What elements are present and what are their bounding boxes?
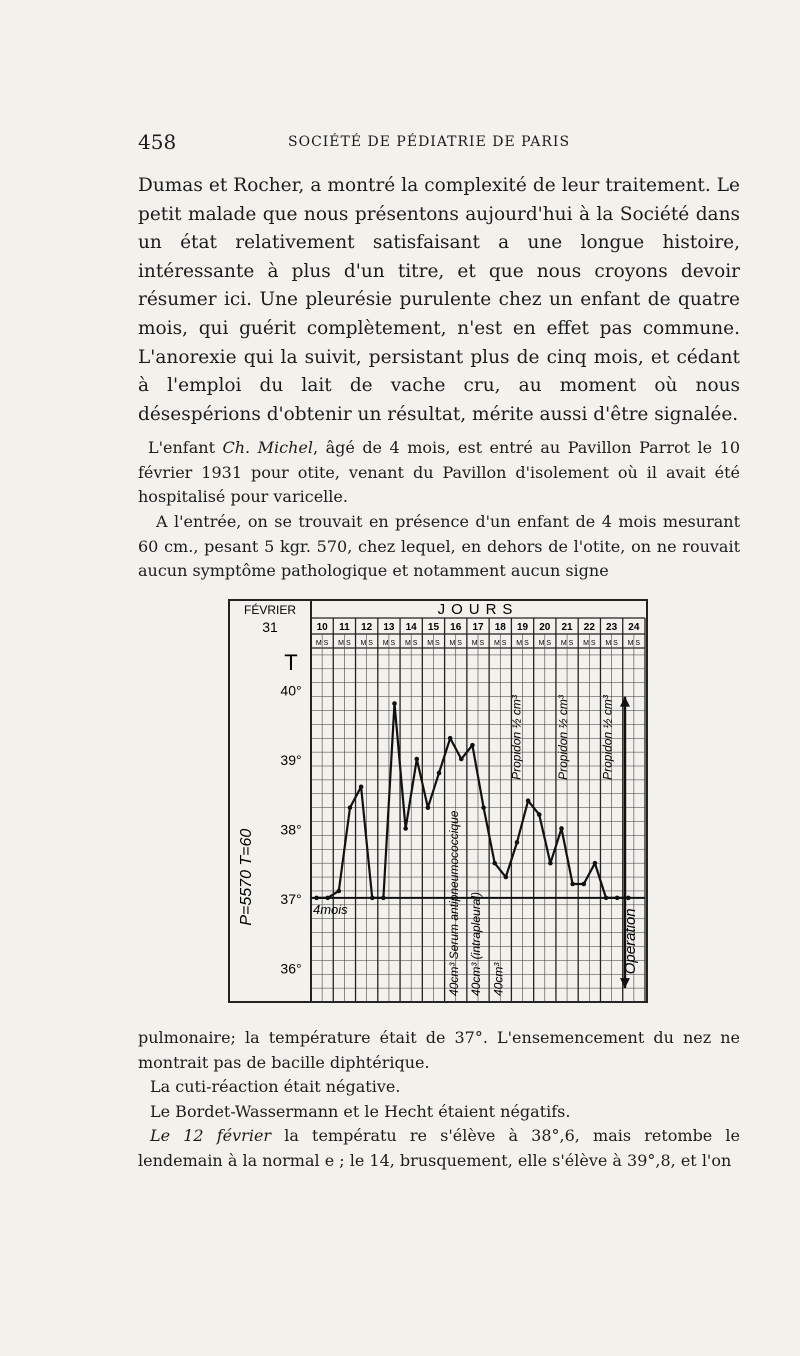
temperature-point <box>381 896 386 901</box>
temperature-point <box>626 896 631 901</box>
day-tick-label: 11 <box>339 622 350 633</box>
y-tick-label: 36° <box>280 960 302 977</box>
temperature-point <box>615 896 620 901</box>
day-tick-label: 13 <box>383 622 395 633</box>
case-paragraph-4: La cuti-réaction était négative. <box>150 1077 401 1096</box>
case-paragraph-6 <box>138 1124 740 1173</box>
half-day-label: M S <box>605 640 618 647</box>
temperature-point <box>337 889 342 894</box>
month-label: FÉVRIER <box>243 603 297 617</box>
case-text: , âgé de 4 mois, est entré au Pavillon Parrot le 10 février 1931 pour otite, venant du Pavillon d'isolement où il avait été hospitalisé pour varicelle. <box>138 438 741 506</box>
y-tick-label: 40° <box>280 682 302 699</box>
temperature-point <box>392 701 397 706</box>
day-tick-label: 21 <box>561 622 573 633</box>
temperature-chart-svg <box>227 596 651 1008</box>
day-tick-label: 10 <box>316 622 328 633</box>
month-day-label: 31 <box>262 619 278 635</box>
temperature-point <box>370 896 375 901</box>
half-day-label: M S <box>494 640 507 647</box>
temperature-point <box>481 805 486 810</box>
half-day-label: M S <box>360 640 373 647</box>
day-tick-label: 23 <box>606 622 618 633</box>
temperature-series-line <box>317 704 629 898</box>
half-day-label: M S <box>338 640 351 647</box>
temperature-point <box>548 861 553 866</box>
y-tick-label: 39° <box>280 752 302 769</box>
day-tick-label: 15 <box>427 622 440 633</box>
temperature-point <box>437 771 442 776</box>
day-tick-label: 17 <box>472 622 484 633</box>
temperature-point <box>526 798 531 803</box>
day-tick-label: 19 <box>516 622 529 633</box>
injection-annotation: 40cm³ (intrapleural) <box>469 891 484 996</box>
temperature-point <box>448 736 453 741</box>
temperature-point <box>504 875 509 880</box>
intro-paragraph: Dumas et Rocher, a montré la complexité de leur traitement. Le petit malade que nous présentons aujourd'hui à la Société dans un état relativement satisfaisant a une longue histoire, intéressante à plus d'un titre, et que nous croyons devoir résumer ici. Une pleurésie purulente chez un enfant de quatre mois, qui guérit complètement, n'est en effet pas commune. L'anorexie qui la suivit, persistant plus de cinq mois, et cédant à l'emploi du lait de vache cru, au moment où nous désespérions d'obtenir un résultat, mérite aussi d'être signalée. <box>138 175 740 425</box>
temperature-point <box>403 826 408 831</box>
page-number: 458 <box>138 130 177 154</box>
temperature-point <box>325 896 330 901</box>
day-tick-label: 16 <box>450 622 462 633</box>
case-paragraph-3: pulmonaire; la température était de 37°. L'ensemencement du nez ne montrait pas de bacille diphtérique. <box>138 1028 740 1072</box>
half-day-label: M S <box>427 640 440 647</box>
temperature-point <box>604 896 609 901</box>
case-text: la températu re s'élève à 38°,6, mais retombe le lendemain à la normal e ; le 14, brusquement, elle s'élève à 39°,8, et l'on <box>138 1126 741 1170</box>
operation-arrow-head <box>620 978 630 988</box>
half-day-label: M S <box>627 640 641 647</box>
case-paragraph-1 <box>138 436 740 510</box>
half-day-label: M S <box>560 640 574 647</box>
temperature-point <box>515 840 520 845</box>
temperature-point <box>348 805 353 810</box>
patient-name: Ch. Michel <box>222 438 313 457</box>
y-tick-label: 37° <box>280 890 302 907</box>
propidon-annotation: Propidon ½ cm³ <box>556 695 571 780</box>
y-axis-label: T <box>284 650 298 675</box>
temperature-chart <box>227 596 651 1008</box>
temperature-point <box>492 861 497 866</box>
half-day-label: M S <box>538 640 552 647</box>
day-tick-label: 18 <box>494 622 506 633</box>
day-tick-label: 12 <box>361 622 373 633</box>
temperature-point <box>559 826 564 831</box>
half-day-label: M S <box>404 640 418 647</box>
case-paragraph-2: A l'entrée, on se trouvait en présence d'un enfant de 4 mois mesurant 60 cm., pesant 5 kgr. 570, chez lequel, en dehors de l'otite, on ne rouvait aucun symptôme pathologique et notamment aucun signe <box>138 512 740 580</box>
chart-title: JOURS <box>437 601 519 618</box>
half-day-label: M S <box>583 640 596 647</box>
y-tick-label: 38° <box>280 821 302 838</box>
half-day-label: M S <box>315 640 329 647</box>
temperature-point <box>581 882 586 887</box>
temperature-point <box>537 812 542 817</box>
day-tick-label: 14 <box>405 622 417 633</box>
propidon-annotation: Propidon ½ cm³ <box>600 695 615 780</box>
case-text: L'enfant <box>148 438 223 457</box>
temperature-point <box>314 896 319 901</box>
page-header <box>138 130 728 156</box>
temperature-point <box>426 805 431 810</box>
temperature-point <box>570 882 575 887</box>
half-day-label: M S <box>516 640 529 647</box>
temperature-point <box>359 785 364 790</box>
case-paragraph-5: Le Bordet-Wassermann et le Hecht étaient négatifs. <box>150 1102 571 1121</box>
date-text: Le 12 février <box>150 1126 272 1145</box>
side-label: P=5570 T=60 <box>238 828 255 926</box>
running-head: SOCIÉTÉ DE PÉDIATRIE DE PARIS <box>288 134 571 150</box>
temperature-point <box>470 743 475 748</box>
temperature-point <box>593 861 598 866</box>
propidon-annotation: Propidon ½ cm³ <box>509 695 524 780</box>
half-day-label: M S <box>449 640 462 647</box>
temperature-point <box>459 757 464 762</box>
injection-annotation: 40cm³ Serum antipneumococcique <box>446 810 461 996</box>
injection-annotation: 40cm³ <box>491 962 506 996</box>
operation-annotation: Opération <box>621 908 639 975</box>
operation-arrow-head <box>620 697 630 707</box>
half-day-label: M S <box>382 640 396 647</box>
temperature-point <box>414 757 419 762</box>
day-tick-label: 20 <box>539 622 551 633</box>
day-tick-label: 24 <box>628 622 640 633</box>
day-tick-label: 22 <box>583 622 595 633</box>
half-day-label: M S <box>471 640 485 647</box>
baseline-label: 4mois <box>313 901 348 917</box>
